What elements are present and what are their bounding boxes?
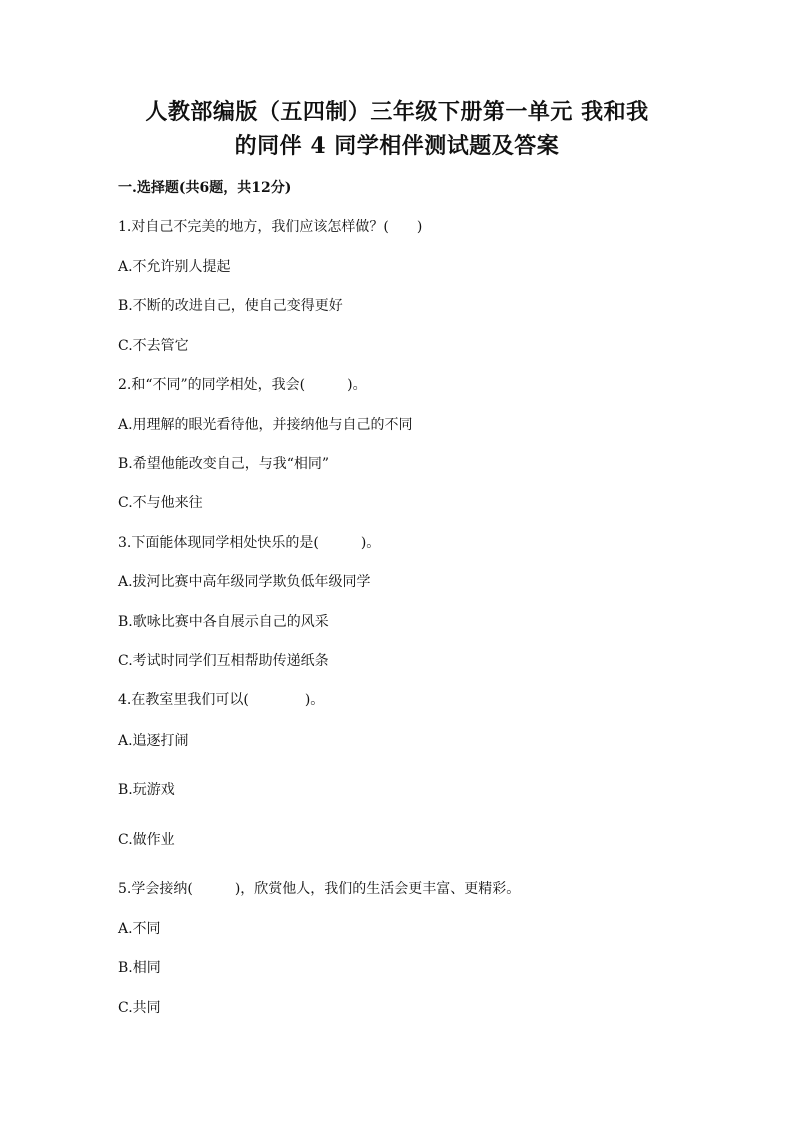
question-2-option-b: B.希望他能改变自己，与我“相同”	[118, 456, 330, 472]
question-1-stem: 1.对自己不完美的地方，我们应该怎样做？( )	[118, 219, 423, 235]
question-1-option-c: C.不去管它	[118, 338, 189, 354]
question-1-option-a: A.不允许别人提起	[118, 259, 231, 275]
question-3-option-c: C.考试时同学们互相帮助传递纸条	[118, 653, 329, 669]
question-1-option-b: B.不断的改进自己，使自己变得更好	[118, 298, 343, 314]
question-2-option-c: C.不与他来往	[118, 495, 203, 511]
document-title-line-2: 的同伴 4 同学相伴测试题及答案	[234, 133, 560, 159]
question-2-option-a: A.用理解的眼光看待他，并接纳他与自己的不同	[118, 417, 413, 433]
section-heading: 一.选择题(共6题，共12分)	[118, 180, 292, 196]
question-3-stem: 3.下面能体现同学相处快乐的是( )。	[118, 535, 381, 551]
question-5-stem: 5.学会接纳( )，欣赏他人，我们的生活会更丰富、更精彩。	[118, 881, 521, 897]
question-3-option-a: A.拔河比赛中高年级同学欺负低年级同学	[118, 574, 371, 590]
question-4-stem: 4.在教室里我们可以( )。	[118, 692, 325, 708]
question-3-option-b: B.歌咏比赛中各自展示自己的风采	[118, 614, 329, 630]
document-title-line-1: 人教部编版（五四制）三年级下册第一单元 我和我	[145, 99, 649, 125]
question-4-option-c: C.做作业	[118, 832, 175, 848]
question-4-option-b: B.玩游戏	[118, 782, 175, 798]
question-4-option-a: A.追逐打闹	[118, 733, 189, 749]
question-5-option-b: B.相同	[118, 960, 161, 976]
question-5-option-a: A.不同	[118, 921, 161, 937]
question-5-option-c: C.共同	[118, 1000, 161, 1016]
question-2-stem: 2.和“不同”的同学相处，我会( )。	[118, 377, 367, 393]
